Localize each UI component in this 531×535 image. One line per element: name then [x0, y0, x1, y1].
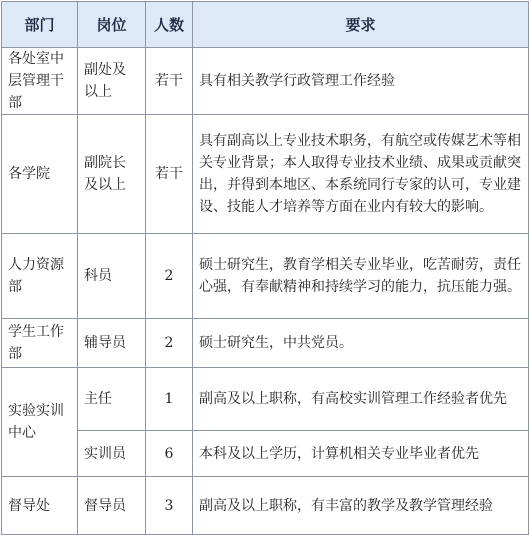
- requirement-cell: 硕士研究生，教育学相关专业毕业，吃苦耐劳，责任心强，有奉献精神和持续学习的能力，抗压能力强。: [193, 234, 529, 319]
- dept-cell: 人力资源部: [2, 234, 78, 319]
- count-cell: 2: [146, 234, 193, 319]
- requirement-cell: 具有副高以上专业技术职务，有航空或传媒艺术等相关专业背景；本人取得专业技术业绩、成果或贡献突出，并得到本地区、本系统同行专家的认可，专业建设、技能人才培养等方面在业内有较大的影响。: [193, 115, 529, 234]
- requirement-cell: 具有相关教学行政管理工作经验: [193, 48, 529, 115]
- table-row: [2, 477, 529, 535]
- count-cell: 6: [146, 431, 193, 477]
- recruitment-table: [1, 1, 529, 535]
- requirement-cell: 副高及以上职称，有高校实训管理工作经验者优先: [193, 368, 529, 431]
- table-row: [2, 431, 529, 477]
- header-count: 人数: [146, 2, 193, 48]
- count-cell: 3: [146, 477, 193, 535]
- position-cell: 副院长及以上: [78, 115, 146, 234]
- count-cell: 1: [146, 368, 193, 431]
- count-cell: 若干: [146, 115, 193, 234]
- count-cell: 若干: [146, 48, 193, 115]
- table-row: [2, 368, 529, 431]
- position-cell: 实训员: [78, 431, 146, 477]
- header-dept: 部门: [2, 2, 78, 48]
- header-position: 岗位: [78, 2, 146, 48]
- requirement-cell: 硕士研究生，中共党员。: [193, 319, 529, 368]
- position-cell: 主任: [78, 368, 146, 431]
- position-cell: 辅导员: [78, 319, 146, 368]
- header-requirement: 要求: [193, 2, 529, 48]
- table-row: [2, 115, 529, 234]
- dept-cell: 实验实训中心: [2, 368, 78, 477]
- dept-cell: 各学院: [2, 115, 78, 234]
- table-row: [2, 48, 529, 115]
- dept-cell: 学生工作部: [2, 319, 78, 368]
- count-cell: 2: [146, 319, 193, 368]
- dept-cell: 督导处: [2, 477, 78, 535]
- requirement-cell: 本科及以上学历，计算机相关专业毕业者优先: [193, 431, 529, 477]
- dept-cell: 各处室中层管理干部: [2, 48, 78, 115]
- position-cell: 科员: [78, 234, 146, 319]
- table-row: [2, 234, 529, 319]
- requirement-cell: 副高及以上职称，有丰富的教学及教学管理经验: [193, 477, 529, 535]
- position-cell: 副处及以上: [78, 48, 146, 115]
- table-row: [2, 319, 529, 368]
- table-header-row: [2, 2, 529, 48]
- position-cell: 督导员: [78, 477, 146, 535]
